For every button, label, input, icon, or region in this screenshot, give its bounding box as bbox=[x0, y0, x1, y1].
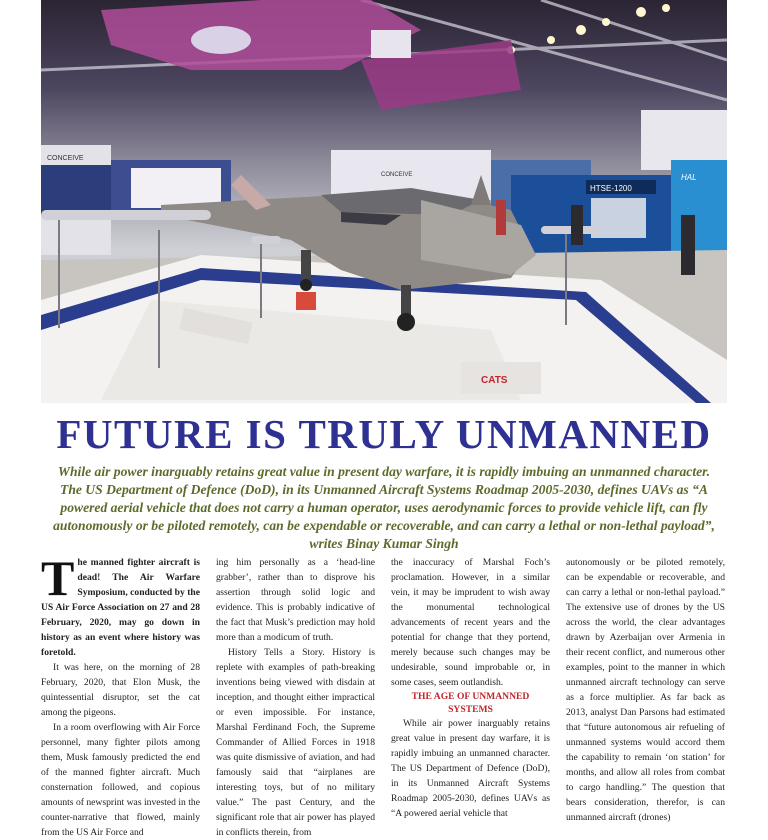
left-booth bbox=[41, 145, 231, 255]
article-column-3 bbox=[391, 555, 550, 819]
paragraph: In a room overflowing with Air Force personnel, many fighter pilots among them, Musk famously predicted the end of the manned fighter aircraft. Much consternation followed, and copious amounts of newsprint was invested in the counter-narrative that flowed, mainly from the US Air Force and bbox=[41, 722, 200, 838]
conceive-sign-left: CONCEIVE bbox=[47, 155, 84, 162]
cats-logo-sign: CATS bbox=[481, 375, 508, 386]
drop-cap: T bbox=[41, 550, 75, 606]
paragraph: While air power inarguably retains great value in present day warfare, it is rapidly imbuing an unmanned character. The US Department of Defence (DoD), in its Unmanned Aircraft Systems Roadmap 2005-2030, defines UAVs as “A powered aerial vehicle that bbox=[391, 718, 550, 819]
article-column-4 bbox=[566, 555, 725, 823]
hero-photo bbox=[41, 0, 727, 403]
article-column-1 bbox=[41, 550, 200, 838]
section-subhead: THE AGE OF UNMANNED SYSTEMS bbox=[411, 691, 530, 715]
conceive-sign-center: CONCEIVE bbox=[381, 172, 413, 178]
paragraph: History Tells a Story. History is replete with examples of path-breaking inventions being viewed with disdain at inception, and thought either impractical or even impossible. For instance, Marshal Ferdinand Foch, the Supreme Commander of Allied Forces in 1918 was quite dismissive of aviation, and had famously said that “airplanes are interesting toys, but of no military value.” The past Century, and the significant role that air power has played in conflicts therein, from bbox=[216, 647, 375, 838]
article-body bbox=[41, 550, 727, 838]
hanging-aircraft-display bbox=[101, 0, 521, 110]
article-column-2 bbox=[216, 555, 375, 838]
article-standfirst: While air power inarguably retains great value in present day warfare, it is rapidly imbuing an unmanned character. The US Department of Defence (DoD), in its Unmanned Aircraft Systems Roadmap 2005-2030, defines UAVs as “A powered aerial vehicle that does not carry a human operator, uses aerodynamic forces to provide vehicle lift, can fly autonomously or be piloted remotely, can be expendable or recoverable, and can carry a lethal or non-lethal payload”, writes Binay Kumar Singh bbox=[53, 464, 715, 551]
paragraph: ing him personally as a ‘head-line grabber’, rather than to disprove his assertion through solid logic and evidence. This is probably indicative of the fact that Musk’s prediction may hold more than a modicum of truth. bbox=[216, 557, 375, 643]
paragraph: the inaccuracy of Marshal Foch’s proclamation. However, in a similar vein, it may be imprudent to wish away the monumental technological advancements of recent years and the potential for change that they portend, merely because such changes may be undesirable, sound improbable or, in some cases, seem outlandish. bbox=[391, 557, 550, 688]
lead-text: he manned fighter aircraft is dead! The Air Warfare Symposium, conducted by the US Air Force Association on 27 and 28 February, 2020, may go down in history as an event where history was foretold. bbox=[41, 557, 200, 658]
paragraph: It was here, on the morning of 28 February, 2020, that Elon Musk, the quintessential disruptor, set the cat among the pigeons. bbox=[41, 662, 200, 718]
article-headline: FUTURE IS TRULY UNMANNED bbox=[56, 411, 712, 457]
exhibition-hall-scene bbox=[41, 0, 727, 403]
paragraph: autonomously or be piloted remotely, can be expendable or recoverable, and can carry a lethal or non-lethal payload.” The extensive use of drones by the US across the world, the clear advantages drawn by Azerbaijan over Armenia in their recent conflict, and numerous other examples, point to the manner in which unmanned aircraft technology can serve as a force multiplier. As far back as 2013, analyst Dan Parsons had estimated that “future autonomous air refueling of unmanned systems would accord them the capability to remain ‘on station’ for months, and allow all roles from combat to cargo handling.” The question that bears consideration, therefor, is can unmanned aircraft (drones) bbox=[566, 557, 725, 823]
htse-sign: HTSE-1200 bbox=[590, 184, 632, 193]
right-booth-sign: HAL bbox=[681, 173, 697, 182]
lead-paragraph bbox=[41, 550, 200, 660]
